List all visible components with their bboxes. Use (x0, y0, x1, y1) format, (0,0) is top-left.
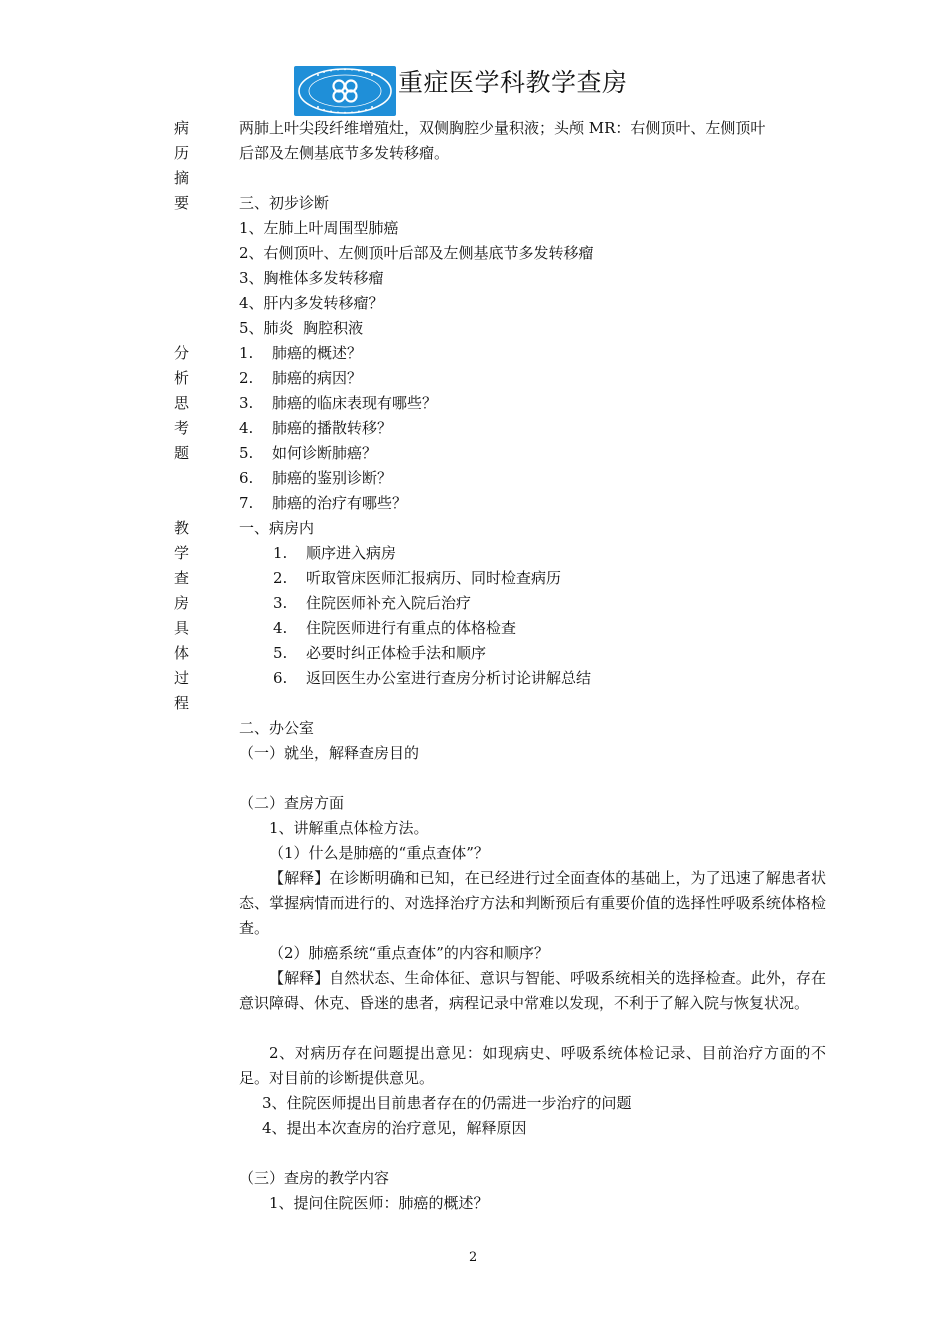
question-item (239, 491, 407, 516)
diagnosis-item: 2、右侧顶叶、左侧顶叶后部及左侧基底节多发转移瘤 (239, 244, 594, 262)
step-text: 听取管床医师汇报病历、同时检查病历 (306, 569, 562, 587)
question-item (239, 341, 362, 366)
explanation-paragraph (239, 866, 826, 941)
explanation-text: 【解释】在诊断明确和已知，在已经进行过全面查体的基础上，为了迅速了解患者状态、掌握病情而进行的、对选择治疗方法和判断预后有重要价值的选择性呼吸系统体格检查。 (239, 869, 826, 937)
label-char: 具 (174, 619, 190, 637)
office-heading: 二、办公室 (239, 719, 315, 737)
ward-step (273, 591, 471, 616)
list-number: 1. (239, 344, 254, 362)
label-char: 摘 (174, 169, 190, 187)
list-number: 3. (239, 394, 254, 412)
ward-step (273, 616, 516, 641)
list-number: 1. (273, 544, 288, 562)
office-subheading: （二）查房方面 (239, 794, 345, 812)
question-text: 肺癌的播散转移？ (272, 419, 393, 437)
label-char: 分 (174, 344, 190, 362)
list-number: 5. (239, 444, 254, 462)
step-text: 住院医师进行有重点的体格检查 (306, 619, 517, 637)
label-teaching-process (174, 516, 194, 716)
label-char: 学 (174, 544, 190, 562)
teaching-item: 1、提问住院医师：肺癌的概述？ (269, 1194, 489, 1212)
list-number: 2. (273, 569, 288, 587)
label-char: 教 (174, 519, 190, 537)
question-item (239, 416, 392, 441)
step-text: 必要时纠正体检手法和顺序 (306, 644, 487, 662)
list-number: 7. (239, 494, 254, 512)
list-number: 3. (273, 594, 288, 612)
ward-heading: 一、病房内 (239, 519, 315, 537)
summary-line: 后部及左侧基底节多发转移瘤。 (239, 144, 450, 162)
office-question: （1）什么是肺癌的“重点查体”？ (269, 844, 489, 862)
question-text: 如何诊断肺癌？ (272, 444, 378, 462)
question-text: 肺癌的概述？ (272, 344, 363, 362)
page-header (294, 66, 714, 118)
label-char: 体 (174, 644, 190, 662)
label-char: 题 (174, 444, 190, 462)
question-text: 肺癌的鉴别诊断？ (272, 469, 393, 487)
label-char: 过 (174, 669, 190, 687)
office-question: （2）肺癌系统“重点查体”的内容和顺序？ (269, 944, 549, 962)
list-number: 6. (239, 469, 254, 487)
label-char: 要 (174, 194, 190, 212)
question-text: 肺癌的治疗有哪些？ (272, 494, 408, 512)
summary-line: 两肺上叶尖段纤维增殖灶，双侧胸腔少量积液；头颅 MR：右侧顶叶、左侧顶叶 (239, 119, 766, 137)
diagnosis-item: 1、左肺上叶周围型肺癌 (239, 219, 399, 237)
label-case-summary (174, 116, 194, 216)
list-number: 4. (273, 619, 288, 637)
question-item (239, 391, 437, 416)
explanation-text: 【解释】自然状态、生命体征、意识与智能、呼吸系统相关的选择检查。此外，存在意识障碍、休克、昏迷的患者，病程记录中常难以发现，不利于了解入院与恢复状况。 (239, 969, 826, 1012)
page-number: 2 (469, 1250, 478, 1265)
list-number: 5. (273, 644, 288, 662)
step-text: 顺序进入病房 (306, 544, 397, 562)
label-char: 房 (174, 594, 190, 612)
diagnosis-heading: 三、初步诊断 (239, 194, 330, 212)
explanation-paragraph (239, 966, 826, 1016)
list-number: 2. (239, 369, 254, 387)
office-subheading: （三）查房的教学内容 (239, 1169, 390, 1187)
step-text: 住院医师补充入院后治疗 (306, 594, 472, 612)
office-item-paragraph (239, 1041, 826, 1091)
diagnosis-item: 4、肝内多发转移瘤？ (239, 294, 384, 312)
question-item (239, 441, 377, 466)
office-item: 1、讲解重点体检方法。 (269, 819, 429, 837)
document-title: 重症医学科教学查房 (398, 68, 628, 97)
question-item (239, 466, 392, 491)
label-char: 思 (174, 394, 190, 412)
label-analysis-questions (174, 341, 194, 466)
label-char: 查 (174, 569, 190, 587)
label-char: 历 (174, 144, 190, 162)
office-item: 4、提出本次查房的治疗意见，解释原因 (262, 1119, 527, 1137)
question-text: 肺癌的病因？ (272, 369, 363, 387)
label-char: 考 (174, 419, 190, 437)
step-text: 返回医生办公室进行查房分析讨论讲解总结 (306, 669, 592, 687)
list-number: 4. (239, 419, 254, 437)
diagnosis-item: 5、肺炎 胸腔积液 (239, 319, 364, 337)
office-subheading: （一）就坐，解释查房目的 (239, 744, 420, 762)
ward-step (273, 541, 396, 566)
hospital-logo-icon (294, 66, 396, 116)
question-item (239, 366, 362, 391)
ward-step (273, 641, 486, 666)
list-number: 6. (273, 669, 288, 687)
office-item: 2、对病历存在问题提出意见：如现病史、呼吸系统体检记录、目前治疗方面的不足。对目前的诊断提供意见。 (239, 1044, 826, 1087)
label-char: 析 (174, 369, 190, 387)
label-char: 程 (174, 694, 190, 712)
diagnosis-item: 3、胸椎体多发转移瘤 (239, 269, 384, 287)
label-char: 病 (174, 119, 190, 137)
office-item: 3、住院医师提出目前患者存在的仍需进一步治疗的问题 (262, 1094, 632, 1112)
ward-step (273, 566, 561, 591)
question-text: 肺癌的临床表现有哪些？ (272, 394, 438, 412)
ward-step (273, 666, 591, 691)
